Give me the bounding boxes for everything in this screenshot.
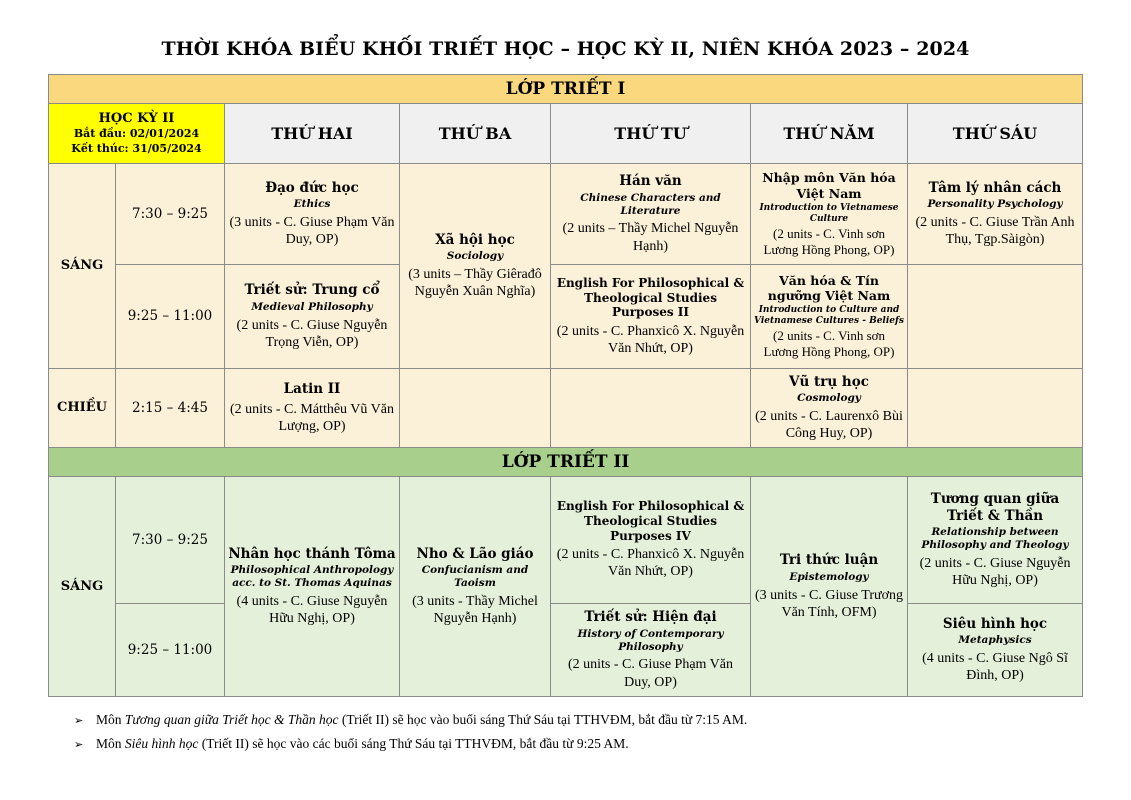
empty-cell xyxy=(551,369,751,448)
note-subject: Tương quan giữa Triết học & Thần học xyxy=(124,712,339,727)
day-header-mon: THỨ HAI xyxy=(225,104,400,164)
course-info: (2 units – Thầy Michel Nguyễn Hạnh) xyxy=(562,221,739,254)
course-info: (3 units - C. Giuse Trương Văn Tính, OFM) xyxy=(754,587,903,620)
course-name: Xã hội học xyxy=(435,231,515,248)
t2-row-am2 xyxy=(49,604,1083,697)
course-cell xyxy=(551,164,751,265)
course-english: Philosophical Anthropology acc. to St. Thomas Aquinas xyxy=(230,564,394,590)
course-english: Sociology xyxy=(446,250,504,263)
note-item xyxy=(74,708,747,732)
class-band-triet-2 xyxy=(49,448,1083,477)
course-info: (3 units - C. Giuse Phạm Văn Duy, OP) xyxy=(229,215,395,248)
course-name: Hán văn xyxy=(619,173,682,190)
course-info: (2 units - C. Vinh sơn Lương Hồng Phong, OP) xyxy=(763,328,895,360)
day-header-thu: THỨ NĂM xyxy=(751,104,908,164)
day-header-tue: THỨ BA xyxy=(400,104,551,164)
course-info: (2 units - C. Laurenxô Bùi Công Huy, OP) xyxy=(755,409,903,442)
class-title: LỚP TRIẾT II xyxy=(49,448,1083,477)
time-slot: 2:15 – 4:45 xyxy=(116,369,225,448)
course-name: Vũ trụ học xyxy=(789,373,869,390)
course-name: Latin II xyxy=(283,381,341,398)
course-info: (4 units - C. Giuse Nguyễn Hữu Nghị, OP) xyxy=(236,593,388,627)
day-header-wed: THỨ TƯ xyxy=(551,104,751,164)
course-english: Chinese Characters and Literature xyxy=(580,191,721,217)
empty-cell xyxy=(908,265,1083,369)
course-english: Ethics xyxy=(293,198,331,211)
t1-row-pm xyxy=(49,369,1083,448)
course-name: Đạo đức học xyxy=(265,179,359,196)
note-prefix: Môn xyxy=(96,736,125,751)
course-cell xyxy=(751,164,908,265)
course-english: Cosmology xyxy=(797,392,861,405)
course-info: (2 units - C. Phanxicô X. Nguyễn Văn Nhứt, OP) xyxy=(556,547,745,580)
note-item xyxy=(74,732,747,756)
notes xyxy=(74,708,747,756)
timetable xyxy=(48,74,1083,697)
course-info: (2 units - C. Giuse Trần Anh Thụ, Tgp.Sàigòn) xyxy=(915,215,1075,248)
course-cell xyxy=(225,477,400,697)
class-band-triet-1 xyxy=(49,75,1083,104)
time-slot: 9:25 – 11:00 xyxy=(116,265,225,369)
course-english: Personality Psychology xyxy=(927,198,1063,211)
page-title: THỜI KHÓA BIỂU KHỐI TRIẾT HỌC – HỌC KỲ II, NIÊN KHÓA 2023 – 2024 xyxy=(161,38,970,60)
course-english: Confucianism and Taoism xyxy=(421,564,529,590)
t2-row-am1 xyxy=(49,477,1083,604)
note-text xyxy=(96,712,747,728)
course-info: (2 units - C. Giuse Nguyễn Trọng Viễn, OP) xyxy=(236,317,388,350)
course-english: Epistemology xyxy=(789,570,869,583)
day-header-fri: THỨ SÁU xyxy=(908,104,1083,164)
course-english: Metaphysics xyxy=(958,634,1032,647)
course-cell xyxy=(225,369,400,448)
course-cell xyxy=(908,164,1083,265)
empty-cell xyxy=(400,369,551,448)
course-info: (2 units - C. Giuse Nguyễn Hữu Nghị, OP) xyxy=(919,555,1071,588)
course-english: Medieval Philosophy xyxy=(251,300,373,313)
semester-name: HỌC KỲ II xyxy=(98,110,175,126)
session-afternoon: CHIỀU xyxy=(49,369,116,448)
course-info: (3 units – Thầy Giêrađô Nguyễn Xuân Nghĩa) xyxy=(408,267,542,300)
course-info: (2 units - C. Giuse Phạm Văn Duy, OP) xyxy=(567,657,733,690)
course-cell xyxy=(225,164,400,265)
course-name: English For Philosophical & Theological Studies Purposes II xyxy=(556,275,745,320)
course-english: Introduction to Culture and Vietnamese Cultures - Beliefs xyxy=(754,305,904,327)
course-name: English For Philosophical & Theological Studies Purposes IV xyxy=(556,499,745,543)
course-name: Tâm lý nhân cách xyxy=(928,179,1062,196)
course-name: Tri thức luận xyxy=(779,552,879,569)
course-name: Triết sử: Hiện đại xyxy=(584,609,717,626)
header-row xyxy=(49,104,1083,164)
course-name: Nho & Lão giáo xyxy=(416,545,534,562)
course-cell xyxy=(400,164,551,369)
course-name: Triết sử: Trung cổ xyxy=(244,282,380,299)
course-info: (3 units - Thầy Michel Nguyễn Hạnh) xyxy=(412,593,538,627)
course-cell xyxy=(751,265,908,369)
course-cell xyxy=(551,477,751,604)
note-text xyxy=(96,736,629,752)
course-cell xyxy=(400,477,551,697)
course-cell xyxy=(908,477,1083,604)
course-info: (2 units - C. Mátthêu Vũ Văn Lượng, OP) xyxy=(230,401,394,434)
session-morning: SÁNG xyxy=(49,164,116,369)
note-subject: Siêu hình học xyxy=(124,736,199,751)
course-name: Nhân học thánh Tôma xyxy=(228,545,396,562)
semester-start: Bắt đầu: 02/01/2024 xyxy=(73,127,200,141)
course-cell xyxy=(908,604,1083,697)
session-morning: SÁNG xyxy=(49,477,116,697)
arrow-bullet-icon: ➢ xyxy=(74,714,84,727)
course-cell xyxy=(751,477,908,697)
note-prefix: Môn xyxy=(96,712,125,727)
time-slot: 7:30 – 9:25 xyxy=(116,477,225,604)
course-name: Siêu hình học xyxy=(942,615,1048,632)
course-info: (4 units - C. Giuse Ngô Sĩ Đình, OP) xyxy=(922,651,1068,684)
course-cell xyxy=(751,369,908,448)
course-english: History of Contemporary Philosophy xyxy=(577,627,724,653)
course-info: (2 units - C. Phanxicô X. Nguyễn Văn Nhứt, OP) xyxy=(556,323,745,356)
t1-row-am2 xyxy=(49,265,1083,369)
time-slot: 9:25 – 11:00 xyxy=(116,604,225,697)
course-name: Văn hóa & Tín ngưỡng Việt Nam xyxy=(767,272,891,304)
semester-end: Kết thúc: 31/05/2024 xyxy=(71,142,202,156)
semester-info xyxy=(49,104,225,164)
course-english: Introduction to Vietnamese Culture xyxy=(759,202,899,224)
empty-cell xyxy=(908,369,1083,448)
course-name: Tương quan giữa Triết & Thần xyxy=(930,491,1060,524)
course-info: (2 units - C. Vinh sơn Lương Hồng Phong, OP) xyxy=(763,225,895,257)
course-cell xyxy=(551,604,751,697)
t1-row-am1 xyxy=(49,164,1083,265)
course-name: Nhập môn Văn hóa Việt Nam xyxy=(762,170,896,201)
note-detail: (Triết II) sẽ học vào các buổi sáng Thứ Sáu tại TTHVĐM, bắt đầu từ 9:25 AM. xyxy=(198,736,629,751)
arrow-bullet-icon: ➢ xyxy=(74,738,84,751)
note-detail: (Triết II) sẽ học vào buổi sáng Thứ Sáu tại TTHVĐM, bắt đầu từ 7:15 AM. xyxy=(338,712,748,727)
class-title: LỚP TRIẾT I xyxy=(49,75,1083,104)
course-cell xyxy=(225,265,400,369)
course-english: Relationship between Philosophy and Theology xyxy=(921,526,1069,551)
course-cell xyxy=(551,265,751,369)
time-slot: 7:30 – 9:25 xyxy=(116,164,225,265)
